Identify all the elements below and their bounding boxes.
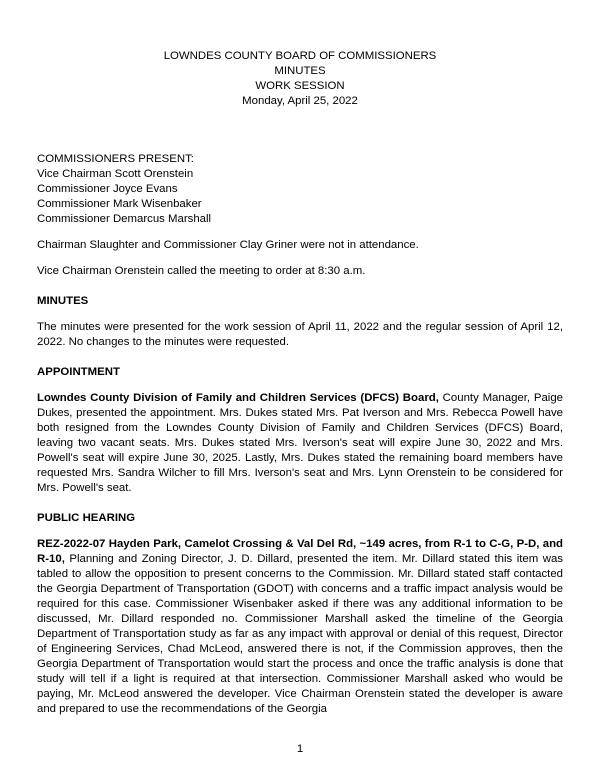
- commissioner-name: Commissioner Demarcus Marshall: [37, 213, 212, 225]
- attendance-note: Chairman Slaughter and Commissioner Clay Griner were not in attendance.: [37, 239, 419, 251]
- commissioners-present-label: COMMISSIONERS PRESENT:: [37, 153, 194, 165]
- doc-title-session-type: WORK SESSION: [255, 80, 345, 92]
- appointment-item-title: Lowndes County Division of Family and Children Services (DFCS) Board,: [37, 392, 439, 404]
- section-heading-appointment: APPOINTMENT: [37, 366, 120, 378]
- doc-title-minutes: MINUTES: [274, 65, 326, 77]
- public-hearing-paragraph: [37, 537, 563, 717]
- call-to-order-note: Vice Chairman Orenstein called the meeting to order at 8:30 a.m.: [37, 265, 366, 277]
- section-heading-minutes: MINUTES: [37, 295, 89, 307]
- minutes-paragraph: The minutes were presented for the work session of April 11, 2022 and the regular session of April 12, 2022. No changes to the minutes were requested.: [37, 321, 563, 348]
- commissioner-name: Commissioner Joyce Evans: [37, 183, 178, 195]
- appointment-paragraph: [37, 391, 563, 496]
- section-heading-public-hearing: PUBLIC HEARING: [37, 512, 136, 524]
- commissioners-present-block: [37, 152, 563, 227]
- page-footer: [0, 742, 600, 757]
- public-hearing-item-body: Planning and Zoning Director, J. D. Dillard, presented the item. Mr. Dillard stated this item was tabled to allow the opposition to present concerns to the Commission. Mr. Dillard stated staff contacted the Georgia Department of Transportation (GDOT) with concerns and a traffic impact analysis would be required for this case. Commissioner Wisenbaker asked if there was any additional information to be discussed, Mr. Dillard responded no. Commissioner Marshall asked the timeline of the Georgia Department of Transportation study as far as any impact with approval or denial of this request, Director of Engineering Services, Chad McLeod, answered there is not, if the Commission approves, then the Georgia Department of Transportation would start the process and once the traffic analysis is done that study will tell if a light is required at that intersection. Commissioner Marshall asked who would be paying, Mr. McLeod answered the developer. Vice Chairman Orenstein stated the developer is aware and prepared to use the recommendations of the Georgia: [37, 553, 563, 715]
- doc-title-board: LOWNDES COUNTY BOARD OF COMMISSIONERS: [163, 50, 437, 62]
- page-number: 1: [296, 743, 304, 755]
- commissioner-name: Commissioner Mark Wisenbaker: [37, 198, 202, 210]
- doc-title-date: Monday, April 25, 2022: [242, 95, 358, 107]
- public-hearing-item-title: REZ-2022-07 Hayden Park, Camelot Crossing & Val Del Rd, ~149 acres, from R-1 to C-G, P-D, and R-10,: [37, 538, 563, 565]
- appointment-item-body: County Manager, Paige Dukes, presented the appointment. Mrs. Dukes stated Mrs. Pat Iverson and Mrs. Rebecca Powell have both resigned from the Lowndes County Division of Family and Children Services (DFCS) Board, leaving two vacant seats. Mrs. Dukes stated Mrs. Iverson's seat will expire June 30, 2022 and Mrs. Powell's seat will expire June 30, 2025. Lastly, Mrs. Dukes stated the remaining board members have requested Mrs. Sandra Wilcher to fill Mrs. Iverson's seat and Mrs. Lynn Orenstein to be considered for Mrs. Powell's seat.: [37, 392, 563, 494]
- document-header: [37, 49, 563, 109]
- commissioner-name: Vice Chairman Scott Orenstein: [37, 168, 194, 180]
